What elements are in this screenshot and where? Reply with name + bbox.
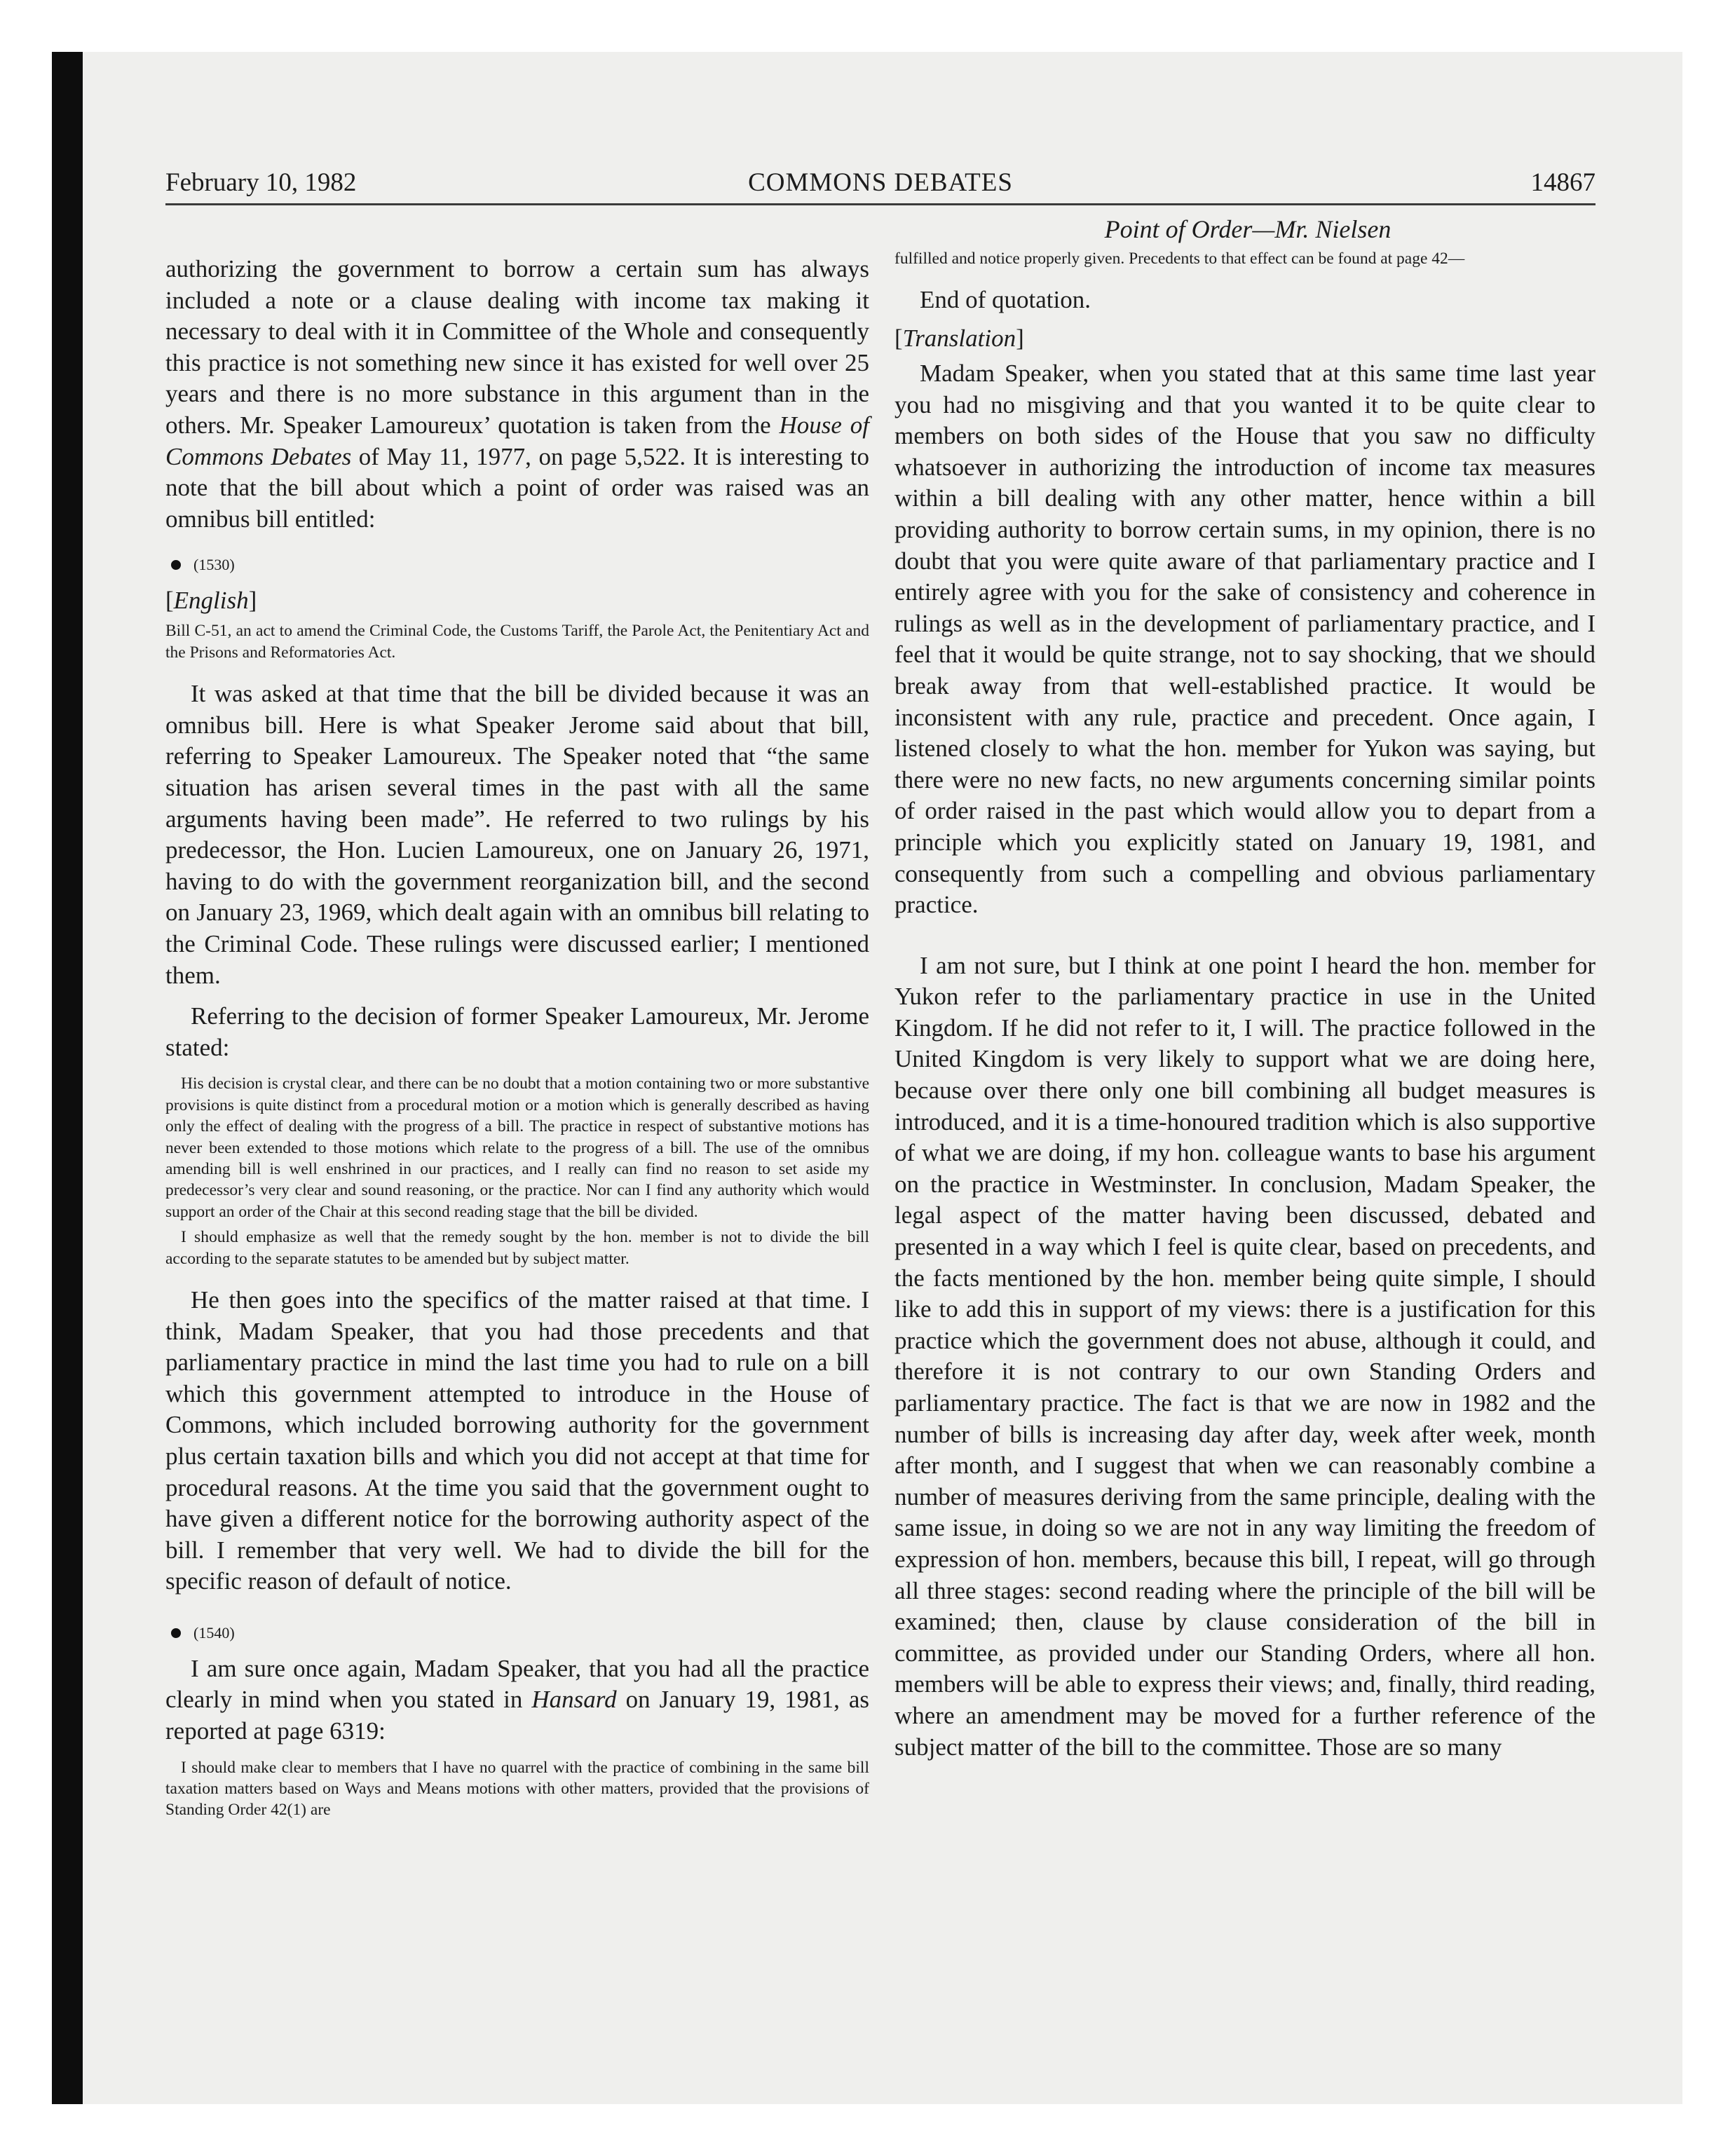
block-quote: I should emphasize as well that the remedy sought by the hon. member is not to divide the bill according to the separate statutes to be amended but by subject matter. — [165, 1228, 869, 1268]
language-marker: [Translation] — [894, 325, 1024, 352]
page-header — [165, 163, 1595, 205]
paragraph — [165, 1653, 869, 1747]
bullet-icon — [171, 560, 181, 570]
header-date: February 10, 1982 — [165, 168, 357, 197]
language-marker: [English] — [165, 587, 257, 615]
paragraph-text: authorizing the government to borrow a certain sum has always included a note or a clause dealing with income tax making it necessary to deal with it in Committee of the Whole and consequently this practice is not something new since it has existed for well over 25 years and there is no more substance in this argument than in the others. Mr. Speaker Lamoureux’ quotation is taken from the — [165, 255, 869, 439]
publication-title: Hansard — [531, 1686, 617, 1714]
bullet-icon — [171, 1628, 181, 1638]
block-quote: I should make clear to members that I have no quarrel with the practice of combining in the same bill taxation matters based on Ways and Means motions with other matters, provided that the provisions of Standing Order 42(1) are — [165, 1758, 869, 1820]
timestamp — [165, 1623, 869, 1644]
block-quote: fulfilled and notice properly given. Precedents to that effect can be found at page 42— — [894, 250, 1465, 268]
right-column — [894, 248, 1595, 1763]
paragraph-text: I am sure once again, Madam Speaker, that you had all the practice clearly in mind when you stated in — [165, 1654, 869, 1714]
language-label: English — [173, 587, 249, 615]
timestamp-text: (1540) — [193, 1623, 235, 1642]
paragraph-text: on January 19, 1981, as reported at page 6319: — [165, 1686, 869, 1745]
paragraph: End of quotation. — [920, 286, 1091, 314]
timestamp — [165, 554, 869, 575]
section-heading: Point of Order—Mr. Nielsen — [1104, 215, 1392, 243]
binding-edge — [52, 52, 83, 2104]
bill-title: Bill C-51, an act to amend the Criminal Code, the Customs Tariff, the Parole Act, the Penitentiary Act and the Prisons and Reformatories Act. — [165, 622, 869, 662]
paragraph: He then goes into the specifics of the matter raised at that time. I think, Madam Speaker, that you had those precedents and that parliamentary practice in mind the last time you had to rule on a bill which this government attempted to introduce in the House of Commons, which included borrowing authority for the government plus certain taxation bills and which you did not accept at that time for procedural reasons. At the time you said that the government ought to have given a different notice for the borrowing authority aspect of the bill. I remember that very well. We had to divide the bill for the specific reason of default of notice. — [165, 1285, 869, 1595]
paragraph: Madam Speaker, when you stated that at this same time last year you had no misgiving and that you wanted it to be quite clear to members on both sides of the House that you saw no difficulty whatsoever in authorizing the introduction of income tax measures within a bill dealing with any other matter, hence within a bill providing authority to borrow certain sums, in my opinion, there is no doubt that you were quite aware of that parliamentary practice and I entirely agree with you for the sake of consistency and coherence in rulings as well as in the development of parliamentary practice, and I feel that it would be quite strange, not to say shocking, that we should break away from that well-established practice. It would be inconsistent with any rule, practice and precedent. Once again, I listened closely to what the hon. member for Yukon was saying, but there were no new facts, no new arguments concerning similar points of order raised in the past which would allow you to depart from a principle which you explicitly stated on January 19, 1981, and consequently from such a compelling and obvious parliamentary practice. — [894, 360, 1595, 919]
timestamp-text: (1530) — [193, 556, 235, 574]
paragraph: Referring to the decision of former Speaker Lamoureux, Mr. Jerome stated: — [165, 1002, 869, 1061]
paragraph — [165, 254, 869, 535]
language-label: Translation — [902, 325, 1016, 352]
paragraph: I am not sure, but I think at one point I heard the hon. member for Yukon refer to the parliamentary practice in use in the United Kingdom. If he did not refer to it, I will. The practice followed in the United Kingdom is very likely to support what we are doing here, because over there only one bill combining all budget measures is introduced, and it is a time-honoured tradition which is also supportive of what we are doing, if my hon. colleague wants to base his argument on the practice in Westminster. In conclusion, Madam Speaker, the legal aspect of the matter having been discussed, debated and presented in a way which I feel is quite clear, based on precedents, and the facts mentioned by the hon. member being quite simple, I should like to add this in support of my views: there is a justification for this practice which the government does not abuse, although it could, and therefore it is not contrary to our own Standing Orders and parliamentary practice. The fact is that we are now in 1982 and the number of bills is increasing day after day, week after week, month after month, and I suggest that when we can reasonably combine a number of measures deriving from the same principle, dealing with the same issue, in doing so we are not in any way limiting the freedom of expression of hon. members, because this bill, I repeat, will go through all three stages: second reading where the principle of the bill will be examined; then, clause by clause consideration of the bill in committee, as provided under our Standing Orders, where all hon. members will be able to express their views; and, finally, third reading, where an amendment may be moved for a further reference of the subject matter of the bill to the committee. Those are so many — [894, 951, 1595, 1761]
publication-title: House of Commons Debates — [165, 411, 869, 470]
paragraph-text: of May 11, 1977, on page 5,522. It is interesting to note that the bill about which a point of order was raised was an omnibus bill entitled: — [165, 442, 869, 533]
header-page-number: 14867 — [1530, 168, 1595, 197]
left-column — [165, 254, 869, 1821]
header-title: COMMONS DEBATES — [748, 168, 1013, 197]
block-quote: His decision is crystal clear, and there can be no doubt that a motion containing two or more substantive provisions is quite distinct from a procedural motion or a motion which is generally described as having only the effect of dealing with the progress of a bill. The practice in respect of substantive motions has never been extended to those motions which relate to the progress of a bill. The use of the omnibus amending bill is well enshrined in our practices, and I really can find no reason to set aside my predecessor’s very clear and sound reasoning, or the practice. Nor can I find any authority which would support an order of the Chair at this second reading stage that the bill be divided. — [165, 1074, 869, 1221]
paragraph: It was asked at that time that the bill be divided because it was an omnibus bill. Here is what Speaker Jerome said about that bill, referring to Speaker Lamoureux. The Speaker noted that “the same situation has arisen several times in the past with all the same arguments having been made”. He referred to two rulings by his predecessor, the Hon. Lucien Lamoureux, one on January 26, 1971, having to do with the government reorganization bill, and the second on January 23, 1969, which dealt again with an omnibus bill relating to the Criminal Code. These rulings were discussed earlier; I mentioned them. — [165, 680, 869, 989]
